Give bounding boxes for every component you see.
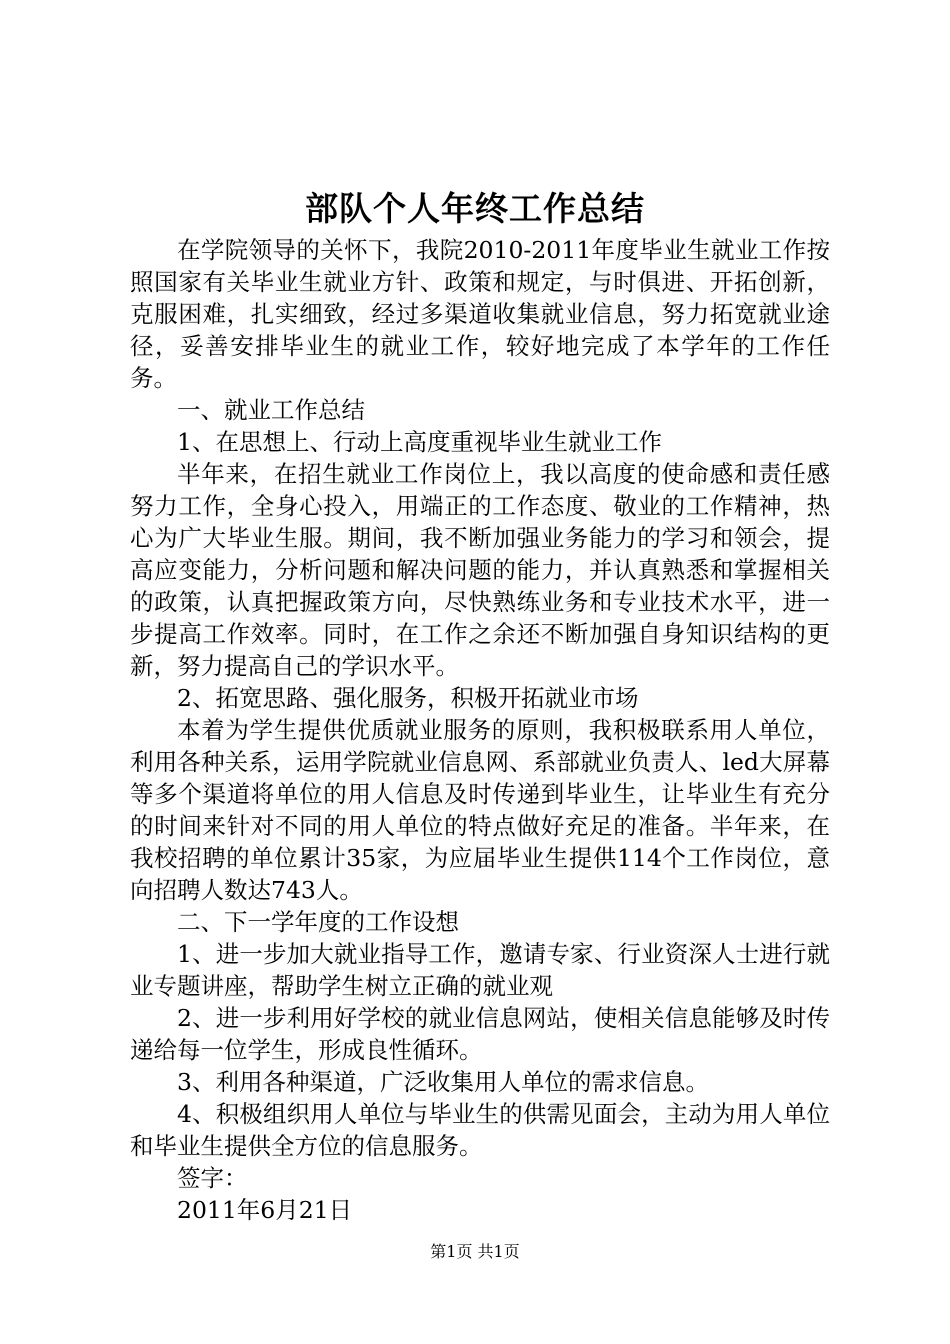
paragraph-market: 本着为学生提供优质就业服务的原则，我积极联系用人单位，利用各种关系，运用学院就业信息网、系部就业负责人、led大屏幕等多个渠道将单位的用人信息及时传递到毕业生，让毕业生有充分的时间来针对不同的用人单位的特点做好充足的准备。半年来，在我校招聘的单位累计35家，为应届毕业生提供114个工作岗位，意向招聘人数达743人。	[130, 716, 830, 904]
section-heading-summary: 一、就业工作总结	[177, 396, 365, 424]
document-title: 部队个人年终工作总结	[305, 189, 645, 228]
signature-label: 签字：	[177, 1164, 248, 1192]
plan-item-3: 3、利用各种渠道，广泛收集用人单位的需求信息。	[177, 1068, 709, 1096]
document-body	[130, 234, 830, 1226]
document-date: 2011年6月21日	[177, 1196, 353, 1224]
subheading-1: 1、在思想上、行动上高度重视毕业生就业工作	[177, 428, 662, 456]
section-heading-plan: 二、下一学年度的工作设想	[177, 908, 459, 936]
plan-item-4: 4、积极组织用人单位与毕业生的供需见面会，主动为用人单位和毕业生提供全方位的信息服务。	[130, 1100, 830, 1160]
plan-item-1: 1、进一步加大就业指导工作，邀请专家、行业资深人士进行就业专题讲座，帮助学生树立正确的就业观	[130, 940, 830, 1000]
page-footer: 第1页 共1页	[430, 1242, 520, 1261]
plan-item-2: 2、进一步利用好学校的就业信息网站，使相关信息能够及时传递给每一位学生，形成良性循环。	[130, 1004, 830, 1064]
subheading-2: 2、拓宽思路、强化服务，积极开拓就业市场	[177, 684, 639, 712]
paragraph-intro: 在学院领导的关怀下，我院2010-2011年度毕业生就业工作按照国家有关毕业生就业方针、政策和规定，与时俱进、开拓创新，克服困难，扎实细致，经过多渠道收集就业信息，努力拓宽就业途径，妥善安排毕业生的就业工作，较好地完成了本学年的工作任务。	[130, 236, 830, 392]
paragraph-work: 半年来，在招生就业工作岗位上，我以高度的使命感和责任感努力工作，全身心投入，用端正的工作态度、敬业的工作精神，热心为广大毕业生服。期间，我不断加强业务能力的学习和领会，提高应变能力，分析问题和解决问题的能力，并认真熟悉和掌握相关的政策，认真把握政策方向，尽快熟练业务和专业技术水平，进一步提高工作效率。同时，在工作之余还不断加强自身知识结构的更新，努力提高自己的学识水平。	[130, 460, 830, 680]
